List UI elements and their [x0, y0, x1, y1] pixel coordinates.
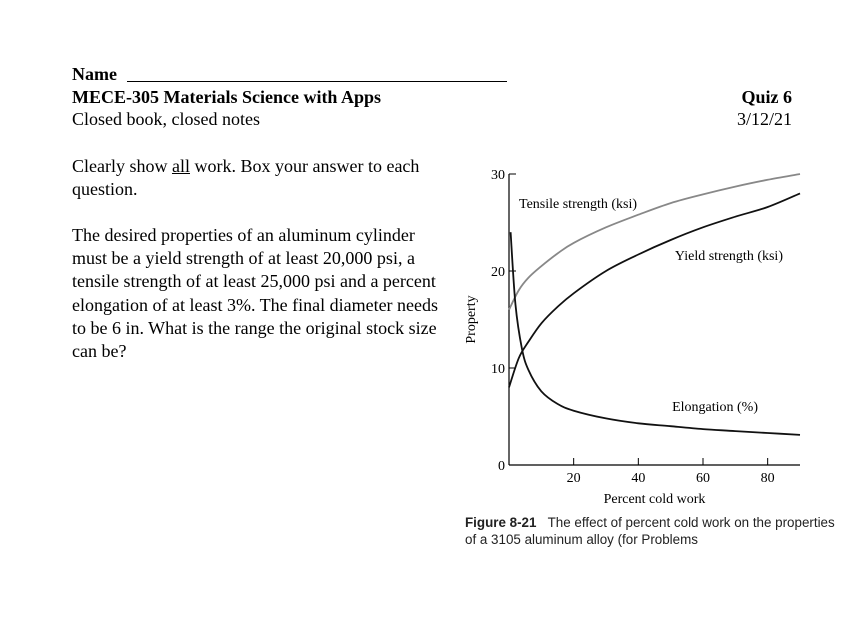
tensile-strength-line	[509, 174, 800, 310]
exam-rules: Closed book, closed notes	[72, 109, 260, 129]
caption-text: The effect of percent cold work on the properties of a 3105 aluminum alloy (for Problems	[465, 515, 835, 547]
instructions-emphasis: all	[171, 156, 190, 176]
course-title: MECE-305 Materials Science with Apps	[72, 87, 381, 107]
tensile-strength-label: Tensile strength (ksi)	[519, 197, 637, 212]
figure-caption	[465, 514, 845, 548]
y-tick-label: 10	[491, 362, 505, 377]
x-axis-label: Percent cold work	[603, 492, 706, 507]
yield-strength-line	[509, 193, 800, 387]
problem-statement: The desired properties of an aluminum cylinder must be a yield strength of at least 20,000 psi, a tensile strength of at least 25,000 psi and a percent elongation of at least 3%. The final diameter needs to be 6 in. What is the range the original stock size can be?	[72, 225, 439, 362]
x-tick-label: 40	[631, 471, 646, 486]
y-tick-label: 30	[491, 168, 505, 183]
quiz-number: Quiz 6	[741, 87, 792, 107]
y-tick-label: 0	[498, 459, 505, 474]
elongation-label: Elongation (%)	[672, 400, 758, 415]
name-label: Name	[72, 64, 117, 84]
quiz-date: 3/12/21	[736, 109, 792, 129]
chart-labels	[464, 197, 785, 507]
name-blank-line[interactable]	[127, 81, 507, 82]
y-tick-label: 20	[491, 265, 505, 280]
instructions	[72, 155, 452, 201]
yield-strength-label: Yield strength (ksi)	[674, 249, 783, 264]
caption-label: Figure 8-21	[465, 515, 537, 530]
y-axis-label: Property	[464, 295, 479, 344]
property-chart	[455, 160, 810, 515]
x-tick-label: 60	[696, 471, 710, 486]
x-tick-label: 20	[566, 471, 581, 486]
chart-series	[509, 174, 800, 435]
instructions-part2: work. Box your answer to each question.	[72, 156, 420, 199]
instructions-part1: Clearly show	[72, 156, 172, 176]
chart-axes	[491, 168, 800, 486]
x-tick-label: 80	[760, 471, 775, 486]
